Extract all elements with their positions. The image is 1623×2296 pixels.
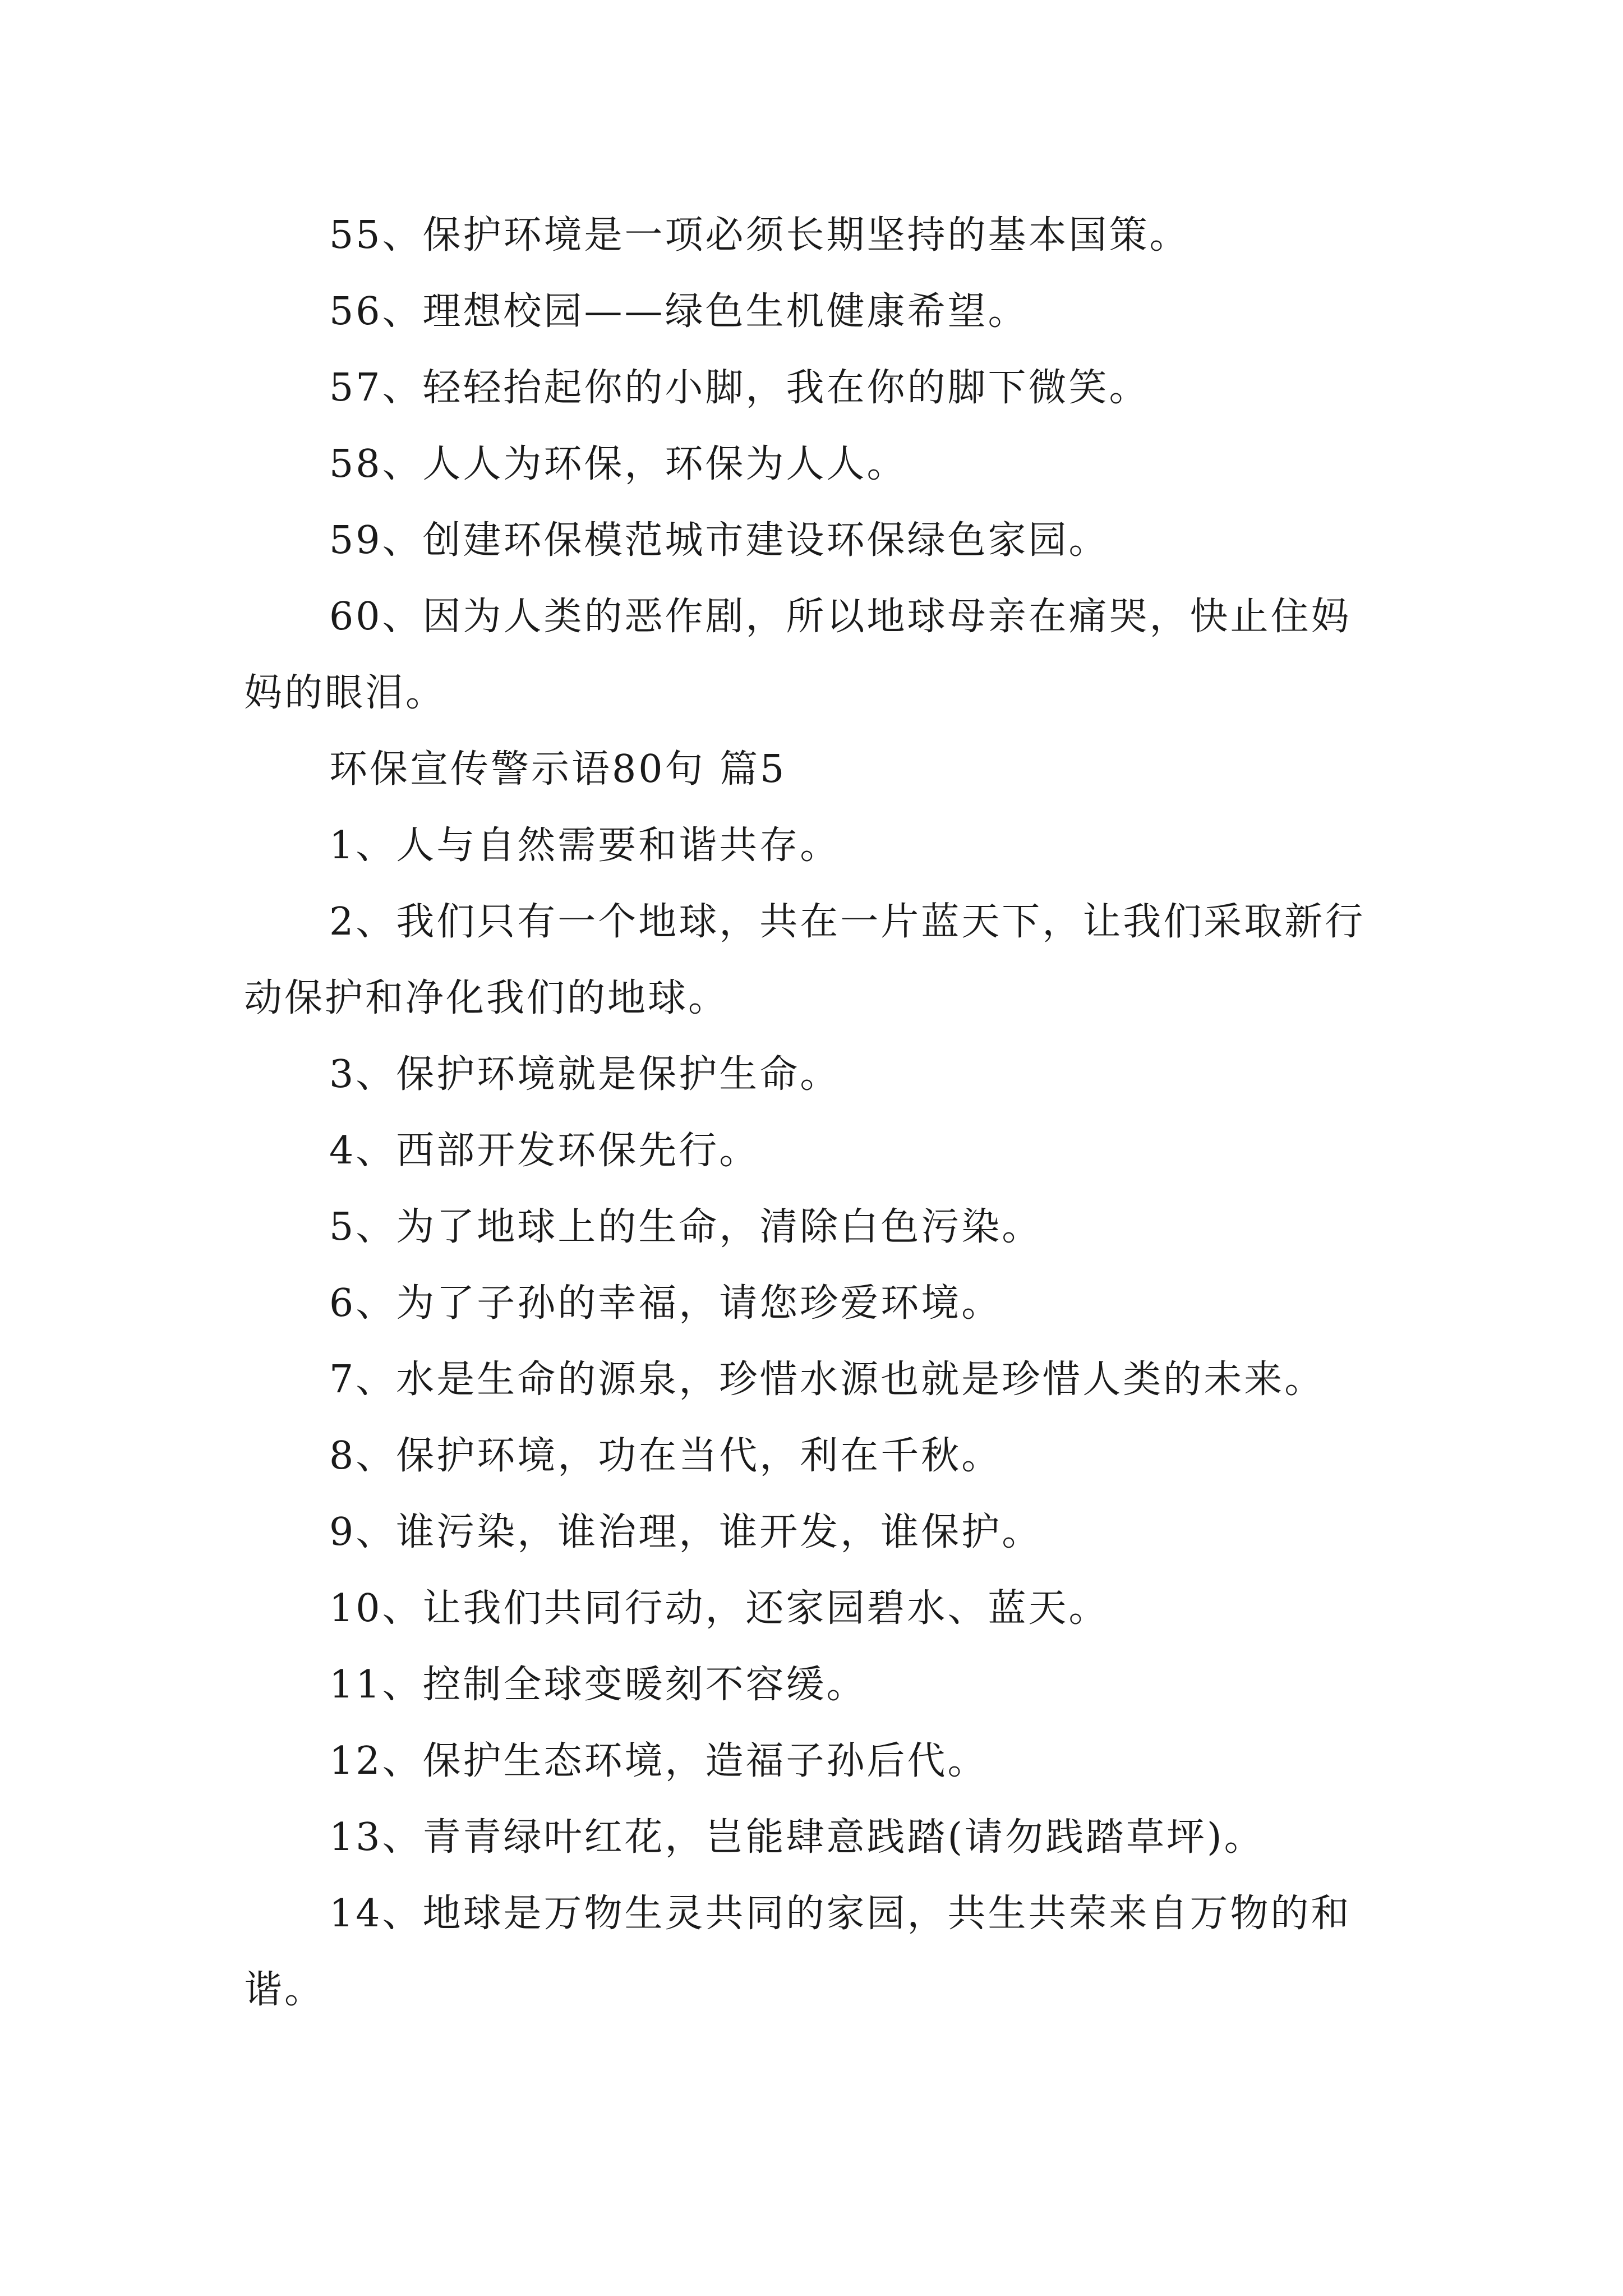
paragraph-56: 56、理想校园——绿色生机健康希望。 [329, 289, 1029, 334]
paragraph-14: 14、地球是万物生灵共同的家园，共生共荣来自万物的和谐。 [244, 1892, 1352, 2012]
document-body [244, 197, 1388, 2028]
paragraph-8: 8、保护环境，功在当代，利在千秋。 [329, 1434, 1002, 1478]
paragraph-6: 6、为了子孙的幸福，请您珍爱环境。 [329, 1281, 1002, 1326]
paragraph-10: 10、让我们共同行动，还家园碧水、蓝天。 [329, 1586, 1109, 1631]
paragraph-55: 55、保护环境是一项必须长期坚持的基本国策。 [329, 213, 1190, 257]
paragraph-1: 1、人与自然需要和谐共存。 [329, 823, 841, 868]
paragraph-11: 11、控制全球变暖刻不容缓。 [329, 1663, 867, 1707]
paragraph-3: 3、保护环境就是保护生命。 [329, 1052, 841, 1097]
paragraph-7: 7、水是生命的源泉，珍惜水源也就是珍惜人类的未来。 [329, 1358, 1325, 1402]
paragraph-4: 4、西部开发环保先行。 [329, 1129, 760, 1173]
paragraph-5: 5、为了地球上的生命，清除白色污染。 [329, 1205, 1043, 1249]
paragraph-13: 13、青青绿叶红花，岂能肆意践踏(请勿践踏草坪)。 [329, 1815, 1265, 1860]
paragraph-60: 60、因为人类的恶作剧，所以地球母亲在痛哭，快止住妈妈的眼泪。 [244, 595, 1352, 715]
paragraph-9: 9、谁污染，谁治理，谁开发，谁保护。 [329, 1510, 1043, 1554]
paragraph-59: 59、创建环保模范城市建设环保绿色家园。 [329, 518, 1109, 563]
paragraph-58: 58、人人为环保，环保为人人。 [329, 442, 907, 486]
paragraph-2: 2、我们只有一个地球，共在一片蓝天下，让我们采取新行动保护和净化我们的地球。 [244, 900, 1366, 1020]
paragraph-12: 12、保护生态环境，造福子孙后代。 [329, 1739, 988, 1783]
paragraph-57: 57、轻轻抬起你的小脚，我在你的脚下微笑。 [329, 366, 1150, 410]
section-heading: 环保宣传警示语80句 篇5 [329, 747, 787, 792]
